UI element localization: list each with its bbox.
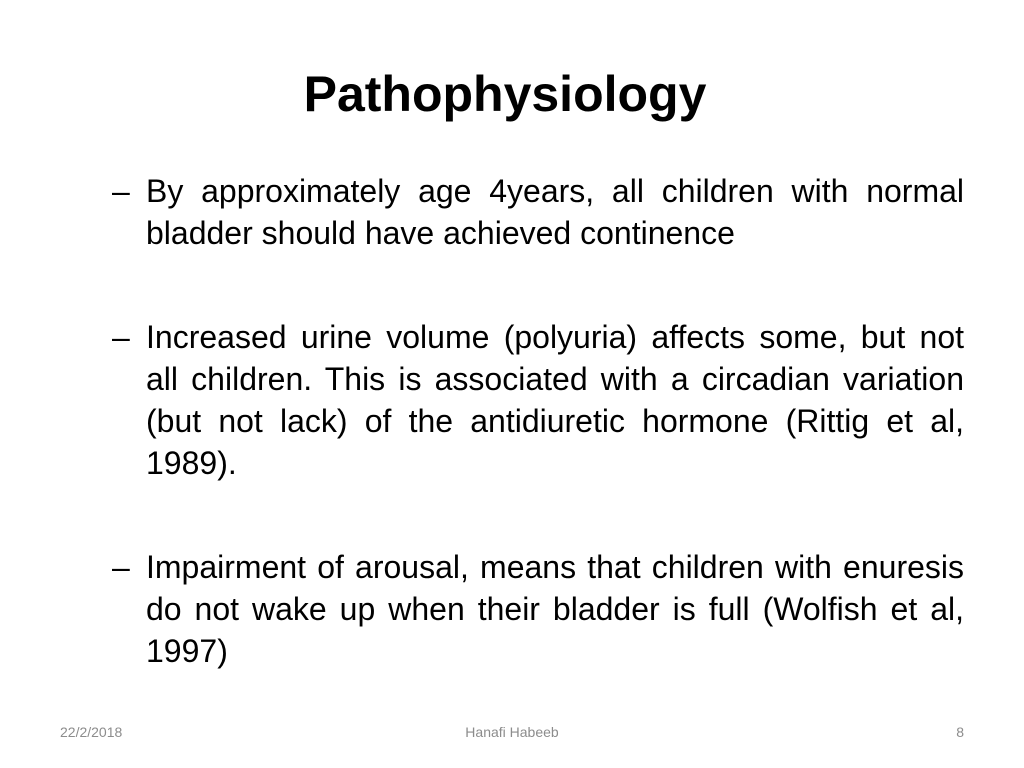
bullet-marker: – <box>112 549 130 585</box>
bullet-text: By approximately age 4years, all children with normal bladder should have achieved continence <box>146 173 964 251</box>
footer-author: Hanafi Habeeb <box>465 724 559 740</box>
bullet-list <box>112 170 964 672</box>
bullet-marker: – <box>112 319 130 355</box>
bullet-text: Impairment of arousal, means that children with enuresis do not wake up when their bladder is full (Wolfish et al, 1997) <box>146 549 964 669</box>
footer-date: 22/2/2018 <box>60 724 123 740</box>
slide-title: Pathophysiology <box>303 66 707 122</box>
bullet-marker: – <box>112 173 130 209</box>
bullet-item <box>112 546 964 672</box>
footer-page-number: 8 <box>956 724 964 740</box>
bullet-item <box>112 316 964 484</box>
bullet-item <box>112 170 964 254</box>
bullet-text: Increased urine volume (polyuria) affects some, but not all children. This is associated with a circadian variation (but not lack) of the antidiuretic hormone (Rittig et al, 1989). <box>146 319 964 481</box>
